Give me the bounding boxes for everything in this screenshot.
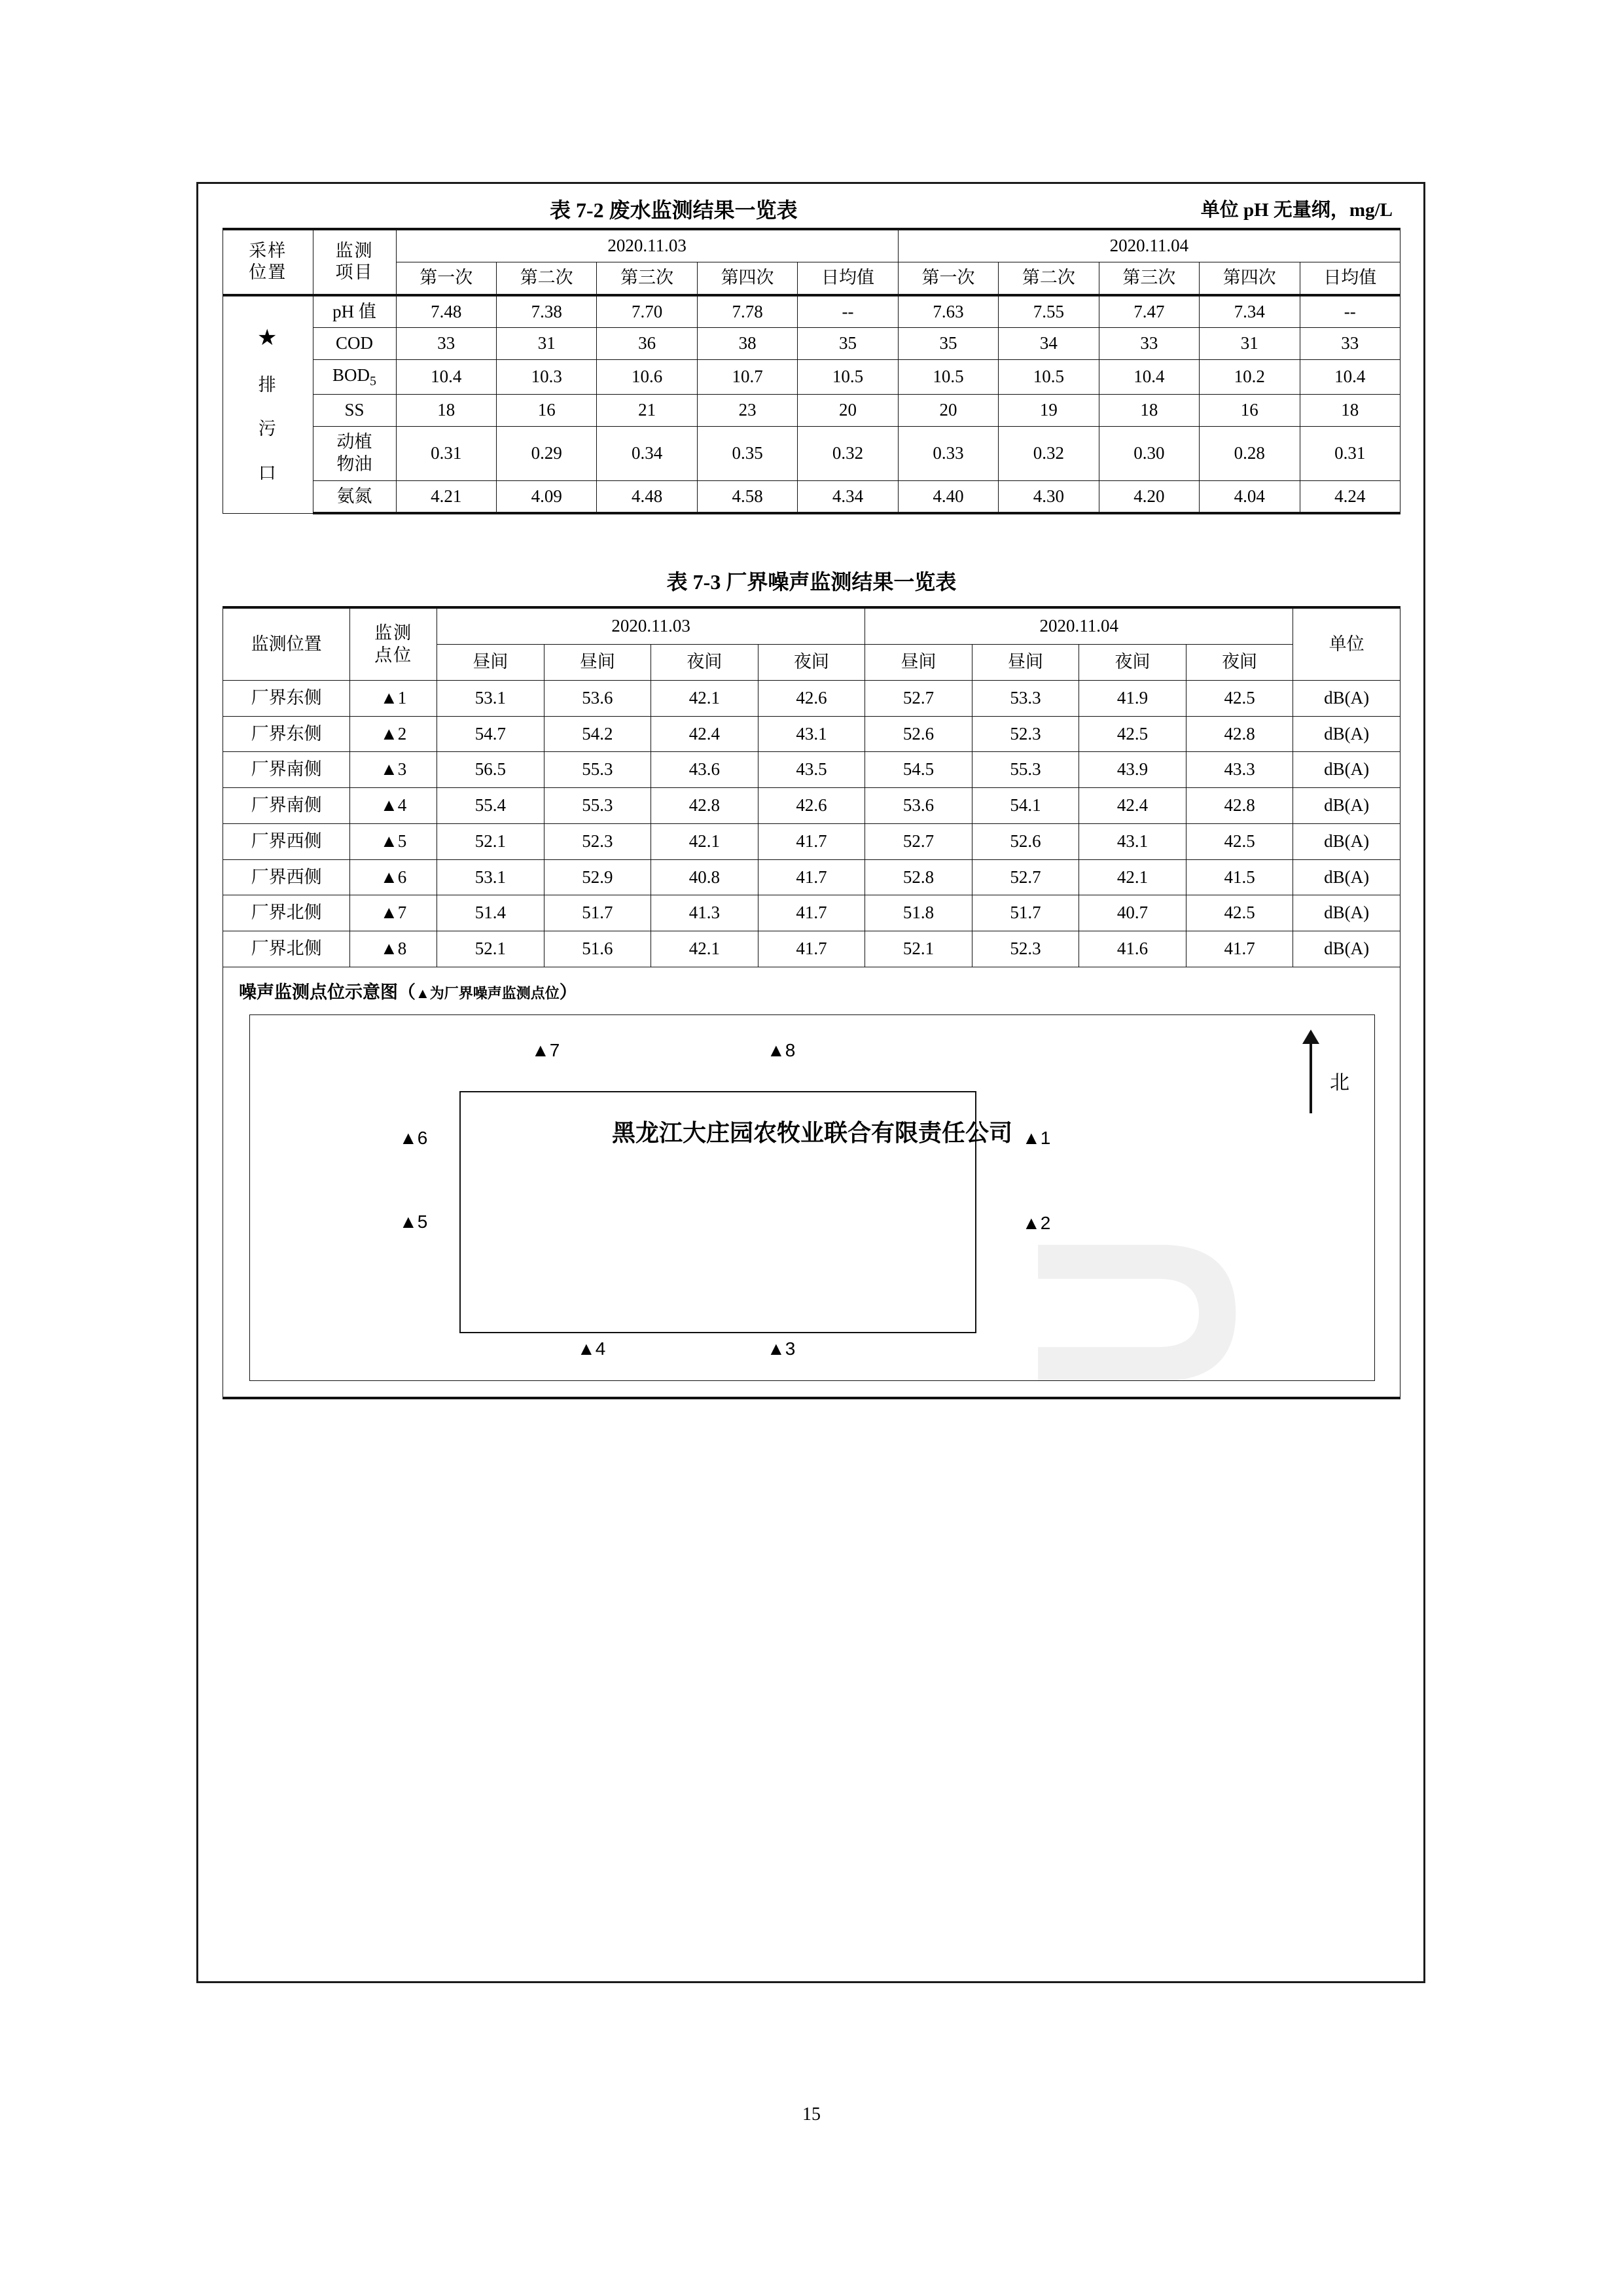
cell: 10.5 (898, 360, 998, 395)
cell: 4.21 (396, 480, 496, 513)
cell: 41.9 (1079, 680, 1186, 716)
cell: 40.7 (1079, 895, 1186, 931)
cell-location: 厂界南侧 (223, 752, 350, 788)
cell-location: 厂界北侧 (223, 895, 350, 931)
cell-unit: dB(A) (1293, 823, 1400, 859)
cell-unit: dB(A) (1293, 931, 1400, 967)
cell: 42.6 (758, 788, 865, 824)
cell: 43.3 (1186, 752, 1293, 788)
noise-point-4: ▲4 (577, 1338, 606, 1359)
cell-point: ▲7 (350, 895, 437, 931)
watermark-logo (996, 1231, 1271, 1381)
cell-unit: dB(A) (1293, 895, 1400, 931)
cell-unit: dB(A) (1293, 859, 1400, 895)
header-date-1: 2020.11.03 (396, 229, 898, 262)
table-row (223, 328, 1400, 360)
cell: 51.7 (544, 895, 651, 931)
cell: 55.3 (972, 752, 1079, 788)
cell: 42.6 (758, 680, 865, 716)
header-col: 第三次 (1099, 262, 1199, 295)
header-subcol: 昼间 (544, 645, 651, 681)
header-monitor-point: 监测 点位 (350, 607, 437, 680)
cell: 7.63 (898, 295, 998, 328)
cell: 10.7 (697, 360, 797, 395)
cell: 41.7 (758, 859, 865, 895)
table-row (223, 427, 1400, 481)
cell-unit: dB(A) (1293, 752, 1400, 788)
noise-point-5: ▲5 (399, 1211, 428, 1232)
cell: 4.30 (999, 480, 1099, 513)
cell: 52.3 (972, 716, 1079, 752)
noise-point-8: ▲8 (767, 1039, 796, 1060)
cell: 53.1 (437, 859, 544, 895)
table-row (223, 680, 1400, 716)
cell-point: ▲6 (350, 859, 437, 895)
row-item-label: $BOD_5$ (313, 360, 396, 395)
cell: 55.4 (437, 788, 544, 824)
cell: 56.5 (437, 752, 544, 788)
cell: 7.55 (999, 295, 1099, 328)
header-col: 第一次 (396, 262, 496, 295)
cell: 10.4 (396, 360, 496, 395)
cell: 10.5 (798, 360, 898, 395)
cell: -- (798, 295, 898, 328)
cell: 54.7 (437, 716, 544, 752)
cell: 41.7 (758, 895, 865, 931)
cell: 7.47 (1099, 295, 1199, 328)
cell: 52.7 (865, 680, 972, 716)
noise-monitoring-diagram (223, 967, 1400, 1399)
cell: 7.34 (1200, 295, 1300, 328)
cell: 51.8 (865, 895, 972, 931)
cell: 42.5 (1186, 823, 1293, 859)
diagram-title: 噪声监测点位示意图（▲为厂界噪声监测点位） (239, 982, 577, 1002)
header-date-2: 2020.11.04 (898, 229, 1400, 262)
wastewater-results-table (223, 228, 1400, 514)
table-row (223, 395, 1400, 427)
cell: 18 (1300, 395, 1400, 427)
cell: 35 (898, 328, 998, 360)
boundary-noise-results-table (223, 606, 1400, 967)
table-row (223, 229, 1400, 262)
cell: 33 (1099, 328, 1199, 360)
cell: 52.6 (865, 716, 972, 752)
header-col: 日均值 (1300, 262, 1400, 295)
header-col: 第四次 (1200, 262, 1300, 295)
header-col: 第四次 (697, 262, 797, 295)
table-row (223, 859, 1400, 895)
cell: 54.2 (544, 716, 651, 752)
table-row (223, 716, 1400, 752)
cell: 41.7 (758, 931, 865, 967)
table-73-title: 表 7-3 厂界噪声监测结果一览表 (666, 570, 957, 594)
page-content (223, 190, 1400, 1399)
cell: 4.48 (597, 480, 697, 513)
cell: 41.7 (1186, 931, 1293, 967)
cell: 31 (496, 328, 596, 360)
header-subcol: 夜间 (651, 645, 758, 681)
cell: 43.6 (651, 752, 758, 788)
cell: 7.70 (597, 295, 697, 328)
table-row (223, 823, 1400, 859)
cell-point: ▲8 (350, 931, 437, 967)
cell: 41.5 (1186, 859, 1293, 895)
header-date-2: 2020.11.04 (865, 607, 1293, 644)
table-row (223, 895, 1400, 931)
cell: 18 (1099, 395, 1199, 427)
cell: 31 (1200, 328, 1300, 360)
cell: 42.4 (1079, 788, 1186, 824)
cell: 41.3 (651, 895, 758, 931)
row-item-label: COD (313, 328, 396, 360)
cell: 41.6 (1079, 931, 1186, 967)
cell: 43.9 (1079, 752, 1186, 788)
table-row (223, 480, 1400, 513)
cell-point: ▲4 (350, 788, 437, 824)
cell: 43.1 (758, 716, 865, 752)
header-col: 第二次 (999, 262, 1099, 295)
cell: 7.38 (496, 295, 596, 328)
cell: -- (1300, 295, 1400, 328)
noise-point-1: ▲1 (1022, 1127, 1051, 1148)
cell: 42.5 (1186, 680, 1293, 716)
cell: 7.48 (396, 295, 496, 328)
cell: 51.7 (972, 895, 1079, 931)
noise-point-7: ▲7 (531, 1039, 560, 1060)
page-number: 15 (802, 2104, 821, 2125)
row-item-label: 动植 物油 (313, 427, 396, 481)
cell: 4.34 (798, 480, 898, 513)
cell: 33 (1300, 328, 1400, 360)
cell: 55.3 (544, 752, 651, 788)
cell: 4.58 (697, 480, 797, 513)
cell-unit: dB(A) (1293, 716, 1400, 752)
cell: 53.6 (865, 788, 972, 824)
header-unit: 单位 (1293, 607, 1400, 680)
cell: 10.4 (1300, 360, 1400, 395)
cell-location: 厂界东侧 (223, 680, 350, 716)
header-sample-location: 采样 位置 (223, 229, 313, 295)
cell: 10.6 (597, 360, 697, 395)
star-marker: ★ (257, 325, 279, 350)
table-72-unit: 单位 pH 无量纲，mg/L (1200, 200, 1393, 221)
cell: 0.32 (999, 427, 1099, 481)
cell: 4.24 (1300, 480, 1400, 513)
table-row (223, 788, 1400, 824)
row-location-outlet: ★ 排 污 口 (223, 295, 313, 514)
cell: 55.3 (544, 788, 651, 824)
cell: 41.7 (758, 823, 865, 859)
cell: 10.2 (1200, 360, 1300, 395)
cell: 51.4 (437, 895, 544, 931)
noise-point-3: ▲3 (767, 1338, 796, 1359)
cell: 54.5 (865, 752, 972, 788)
cell-unit: dB(A) (1293, 680, 1400, 716)
cell: 4.40 (898, 480, 998, 513)
cell: 10.3 (496, 360, 596, 395)
header-col: 日均值 (798, 262, 898, 295)
cell: 42.8 (1186, 788, 1293, 824)
cell: 52.3 (972, 931, 1079, 967)
cell: 52.3 (544, 823, 651, 859)
cell: 19 (999, 395, 1099, 427)
cell: 52.6 (972, 823, 1079, 859)
cell: 0.28 (1200, 427, 1300, 481)
table-72-caption (223, 190, 1400, 228)
cell: 34 (999, 328, 1099, 360)
cell: 0.35 (697, 427, 797, 481)
cell: 52.8 (865, 859, 972, 895)
cell: 38 (697, 328, 797, 360)
cell: 16 (1200, 395, 1300, 427)
cell: 0.31 (1300, 427, 1400, 481)
header-subcol: 夜间 (1079, 645, 1186, 681)
cell: 53.6 (544, 680, 651, 716)
cell: 43.5 (758, 752, 865, 788)
cell: 53.3 (972, 680, 1079, 716)
cell: 0.30 (1099, 427, 1199, 481)
cell: 16 (496, 395, 596, 427)
cell: 42.8 (651, 788, 758, 824)
cell: 52.9 (544, 859, 651, 895)
header-monitor-location: 监测位置 (223, 607, 350, 680)
header-item: 监测 项目 (313, 229, 396, 295)
cell-point: ▲3 (350, 752, 437, 788)
cell: 20 (798, 395, 898, 427)
cell: 23 (697, 395, 797, 427)
header-subcol: 夜间 (758, 645, 865, 681)
cell: 53.1 (437, 680, 544, 716)
cell-location: 厂界东侧 (223, 716, 350, 752)
header-col: 第三次 (597, 262, 697, 295)
cell-location: 厂界北侧 (223, 931, 350, 967)
cell: 0.31 (396, 427, 496, 481)
plant-name-label: 黑龙江大庄园农牧业联合有限责任公司 (611, 1119, 1012, 1146)
cell: 42.1 (651, 680, 758, 716)
cell: 52.1 (865, 931, 972, 967)
cell: 42.5 (1079, 716, 1186, 752)
cell: 42.1 (1079, 859, 1186, 895)
cell: 33 (396, 328, 496, 360)
cell: 52.1 (437, 931, 544, 967)
table-72-title: 表 7-2 废水监测结果一览表 (550, 198, 798, 222)
cell: 52.7 (865, 823, 972, 859)
header-col: 第一次 (898, 262, 998, 295)
cell-point: ▲2 (350, 716, 437, 752)
cell: 51.6 (544, 931, 651, 967)
cell: 54.1 (972, 788, 1079, 824)
cell: 10.4 (1099, 360, 1199, 395)
table-row (223, 607, 1400, 644)
cell: 0.33 (898, 427, 998, 481)
cell: 20 (898, 395, 998, 427)
cell: 52.7 (972, 859, 1079, 895)
cell: 43.1 (1079, 823, 1186, 859)
cell: 52.1 (437, 823, 544, 859)
cell-point: ▲5 (350, 823, 437, 859)
cell: 0.29 (496, 427, 596, 481)
table-row (223, 360, 1400, 395)
cell: 4.20 (1099, 480, 1199, 513)
cell-location: 厂界南侧 (223, 788, 350, 824)
noise-point-6: ▲6 (399, 1127, 428, 1148)
header-col: 第二次 (496, 262, 596, 295)
cell: 42.1 (651, 823, 758, 859)
cell: 42.4 (651, 716, 758, 752)
cell: 42.8 (1186, 716, 1293, 752)
cell: 18 (396, 395, 496, 427)
table-row (223, 262, 1400, 295)
diagram-canvas (249, 1014, 1375, 1381)
table-row (223, 931, 1400, 967)
cell-point: ▲1 (350, 680, 437, 716)
cell: 42.5 (1186, 895, 1293, 931)
row-item-label: SS (313, 395, 396, 427)
cell: 21 (597, 395, 697, 427)
cell: 36 (597, 328, 697, 360)
cell: 7.78 (697, 295, 797, 328)
header-subcol: 昼间 (865, 645, 972, 681)
table-row (223, 295, 1400, 328)
north-label: 北 (1330, 1071, 1349, 1094)
cell: 42.1 (651, 931, 758, 967)
header-subcol: 夜间 (1186, 645, 1293, 681)
table-row (223, 752, 1400, 788)
cell: 0.32 (798, 427, 898, 481)
cell-location: 厂界西侧 (223, 823, 350, 859)
row-item-label: 氨氮 (313, 480, 396, 513)
cell-unit: dB(A) (1293, 788, 1400, 824)
north-arrow-icon (1310, 1041, 1312, 1113)
header-date-1: 2020.11.03 (437, 607, 865, 644)
cell: 35 (798, 328, 898, 360)
cell-location: 厂界西侧 (223, 859, 350, 895)
row-item-label: pH 值 (313, 295, 396, 328)
cell: 4.04 (1200, 480, 1300, 513)
cell: 10.5 (999, 360, 1099, 395)
cell: 40.8 (651, 859, 758, 895)
cell: 0.34 (597, 427, 697, 481)
noise-point-2: ▲2 (1022, 1212, 1051, 1233)
header-subcol: 昼间 (972, 645, 1079, 681)
cell: 4.09 (496, 480, 596, 513)
header-subcol: 昼间 (437, 645, 544, 681)
